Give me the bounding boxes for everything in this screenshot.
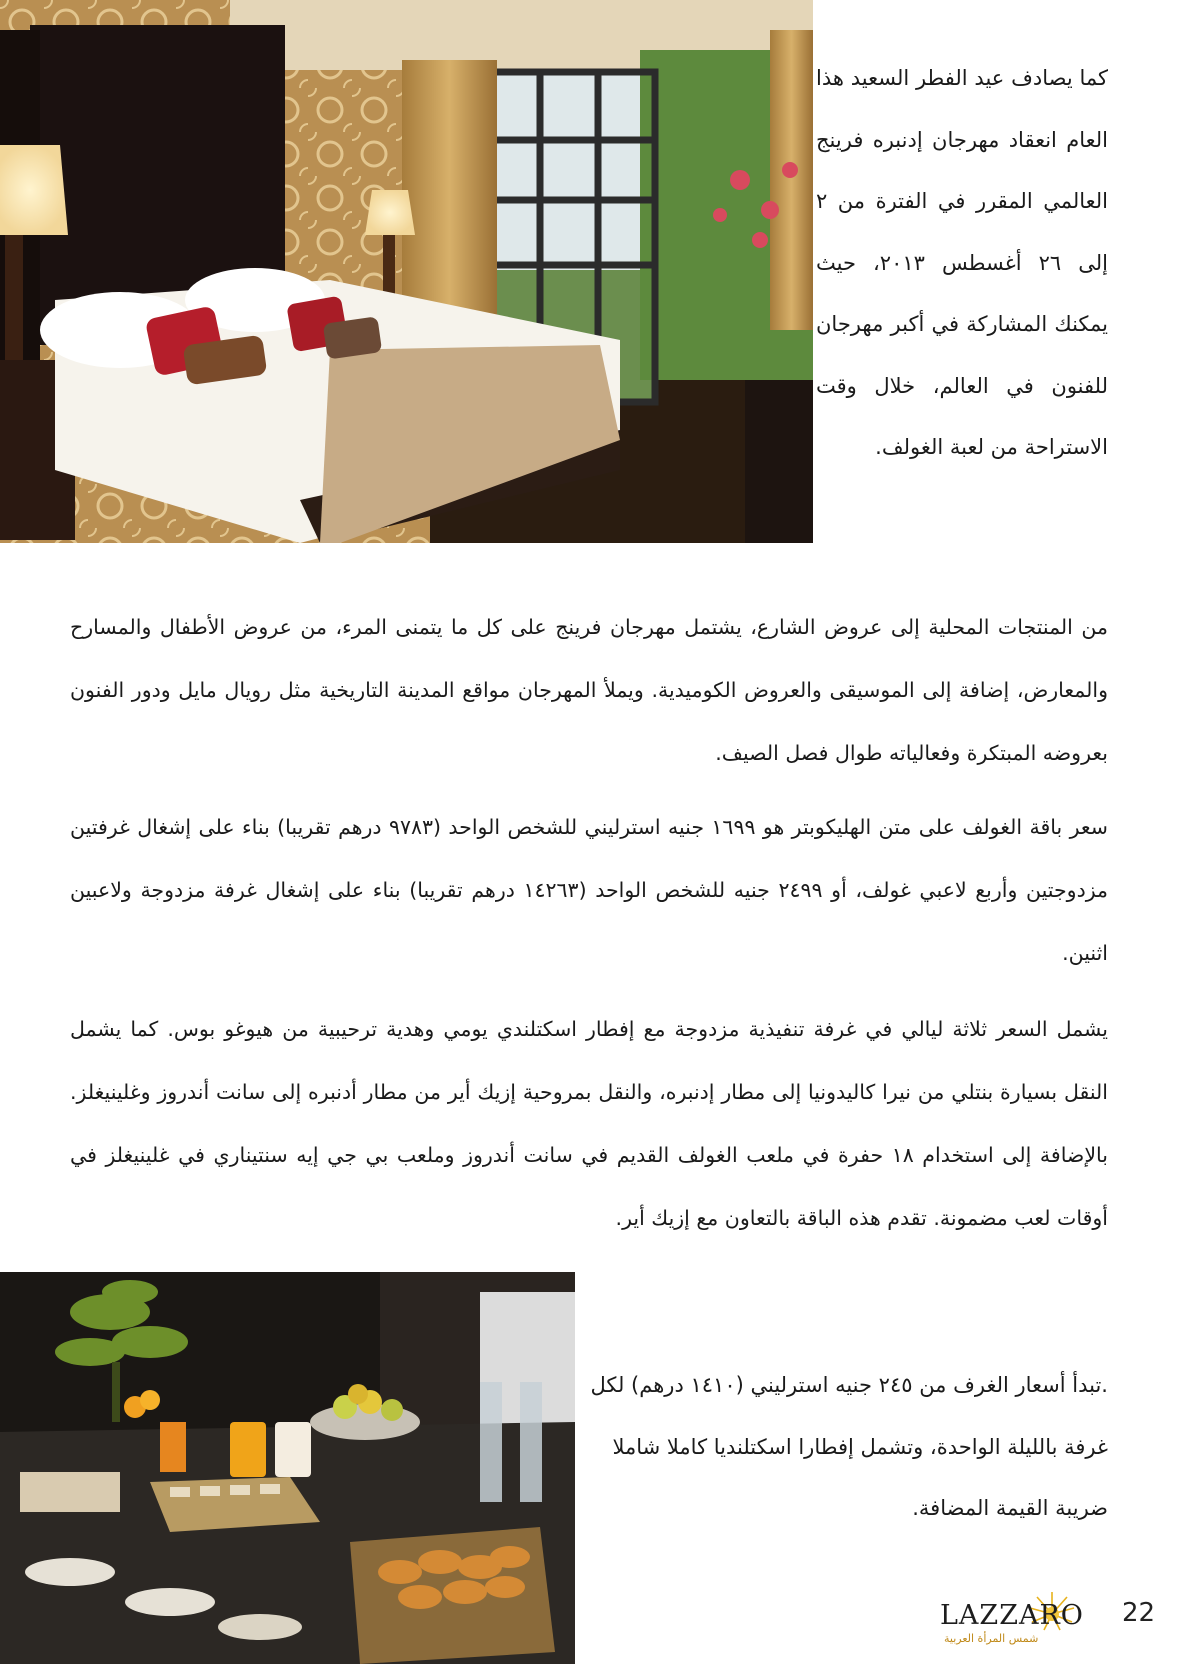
bedroom-photo bbox=[0, 0, 813, 543]
paragraph-package-inclusions: يشمل السعر ثلاثة ليالي في غرفة تنفيذية مزدوجة مع إفطار اسكتلندي يومي وهدية ترحيبية من هيوغو بوس. كما يشمل النقل بسيارة بنتلي من نيرا كاليدونيا إلى مطار إدنبره، والنقل بمروحية إزيك أير من مطار أدنبره إلى سانت أندروز وغلينيغلز. بالإضافة إلى استخدام ١٨ حفرة في ملعب الغولف القديم في سانت أندروز وملعب بي جي إيه سنتيناري في غلينيغلز في أوقات لعب مضمونة. تقدم هذه الباقة بالتعاون مع إزيك أير. bbox=[70, 1017, 1108, 1230]
paragraph-golf-package-price: سعر باقة الغولف على متن الهليكوبتر هو ١٦٩٩ جنيه استرليني للشخص الواحد (٩٧٨٣ درهم تقريبا) بناء على إشغال غرفتين مزدوجتين وأربع لاعبي غولف، أو ٢٤٩٩ جنيه للشخص الواحد (١٤٢٦٣ درهم تقريبا) بناء على إشغال غرفة مزدوجة ولاعبين اثنين. bbox=[70, 815, 1108, 965]
brand-tagline: شمس المرأة العربية bbox=[944, 1632, 1039, 1645]
paragraph-fringe-festival: من المنتجات المحلية إلى عروض الشارع، يشتمل مهرجان فرينج على كل ما يتمنى المرء، من عروض الأطفال والمسارح والمعارض، إضافة إلى الموسيقى والعروض الكوميدية. ويملأ المهرجان مواقع المدينة التاريخية مثل رويال مايل ودور الفنون بعروضه المبتكرة وفعالياته طوال فصل الصيف. bbox=[70, 615, 1108, 765]
room-rates-paragraph: .تبدأ أسعار الغرف من ٢٤٥ جنيه استرليني (١٤١٠ درهم) لكل غرفة بالليلة الواحدة، وتشمل إفطارا اسكتلنديا كاملا شاملا ضريبة القيمة المضافة. bbox=[590, 1373, 1108, 1520]
intro-paragraph: كما يصادف عيد الفطر السعيد هذا العام انعقاد مهرجان إدنبره فرينج العالمي المقرر في الفترة من ٢ إلى ٢٦ أغسطس ٢٠١٣، حيث يمكنك المشاركة في أكبر مهرجان للفنون في العالم، خلال وقت الاستراحة من لعبة الغولف. bbox=[816, 66, 1108, 459]
page-number: 22 bbox=[1122, 1598, 1156, 1628]
bedroom-illustration bbox=[0, 0, 813, 543]
breakfast-buffet-photo bbox=[0, 1272, 575, 1664]
brand-name: LAZZARO bbox=[940, 1600, 1084, 1631]
breakfast-illustration bbox=[0, 1272, 575, 1664]
